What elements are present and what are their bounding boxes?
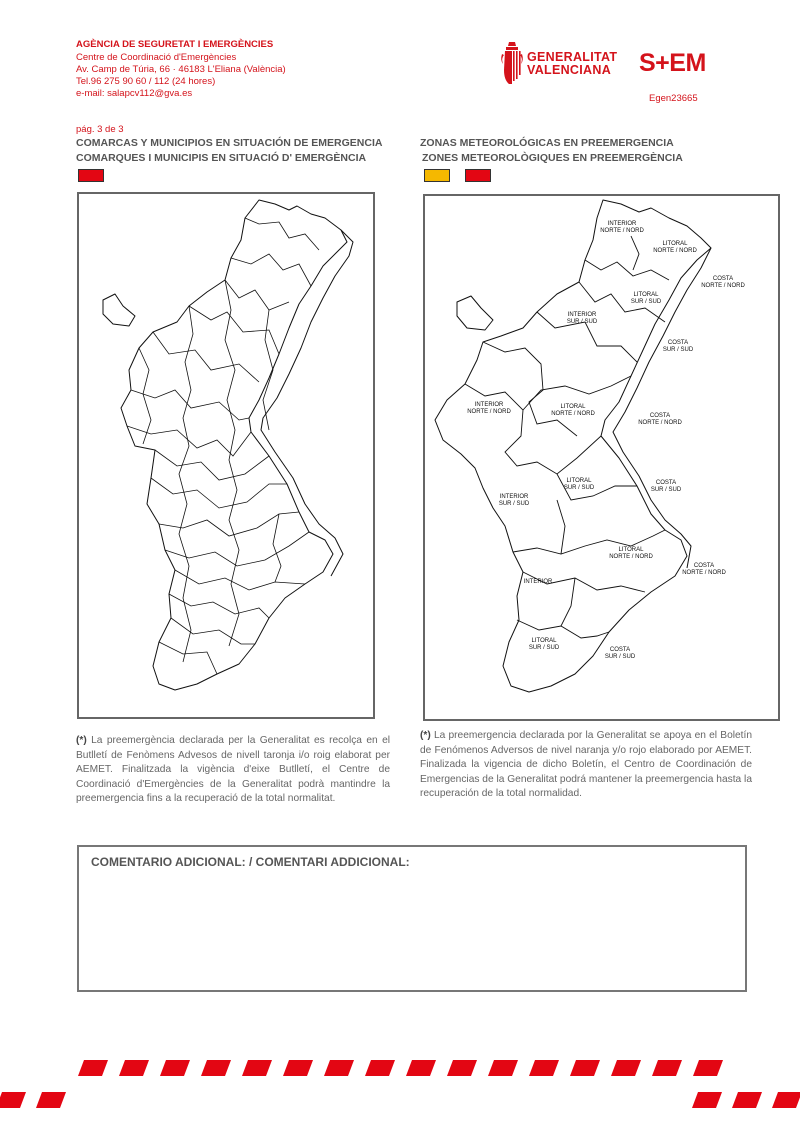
warning-stripe — [772, 1092, 800, 1108]
warning-stripe — [692, 1092, 722, 1108]
page-number: pág. 3 de 3 — [76, 124, 124, 135]
zone-litoral-sur-l1: LITORAL — [633, 292, 659, 298]
zone-litoral-norte-3-l2: NORTE / NORD — [609, 554, 653, 560]
generalitat-logo-text — [527, 51, 617, 77]
agency-phone: Tel.96 275 90 60 / 112 (24 hores) — [76, 76, 216, 87]
warning-stripe — [732, 1092, 762, 1108]
zones-map-frame — [423, 194, 780, 721]
right-note-text: La preemergencia declarada por la Generalitat se apoya en el Boletín de Fenómenos Adversos de nivel naranja y/o rojo elaborado por AEMET. Finalizada la vigencia de dicho Boletín, el Centro de Coordinación de Emergencias de la Generalitat podrá mantener la preemergencia hasta la recuperación de la total normalidad. — [420, 730, 752, 800]
zone-interior-sur-2-l1: INTERIOR — [499, 494, 529, 500]
legend-swatch-orange — [424, 169, 450, 182]
warning-stripe — [119, 1060, 149, 1076]
stripe-row-bottom — [0, 1092, 800, 1108]
agency-center: Centre de Coordinació d'Emergències — [76, 52, 237, 63]
zone-interior-norte-2-l1: INTERIOR — [474, 402, 504, 408]
sem-logo: S+EM — [639, 49, 706, 77]
footer-warning-stripes — [0, 1058, 800, 1118]
warning-stripe — [324, 1060, 354, 1076]
zone-interior-norte-l1: INTERIOR — [607, 221, 637, 227]
warning-stripe — [78, 1060, 108, 1076]
zone-litoral-sur-3-l2: SUR / SUD — [528, 645, 560, 651]
left-note — [76, 734, 390, 807]
zone-interior-norte-l2: NORTE / NORD — [600, 228, 644, 234]
zone-litoral-norte-2-l1: LITORAL — [560, 404, 586, 410]
zones-region-outline — [435, 200, 711, 692]
zone-costa-norte-3-l1: COSTA — [693, 563, 715, 569]
generalitat-emblem-icon — [500, 40, 524, 86]
zone-costa-sur-l1: COSTA — [667, 340, 689, 346]
zone-costa-norte-2-l2: NORTE / NORD — [638, 420, 682, 426]
left-title-es: COMARCAS Y MUNICIPIOS EN SITUACIÓN DE EMERGENCIA — [76, 137, 383, 149]
zone-litoral-norte-3-l1: LITORAL — [618, 547, 644, 553]
zone-interior-sur-l1: INTERIOR — [567, 312, 597, 318]
warning-stripe — [447, 1060, 477, 1076]
legend-swatch-red-2 — [465, 169, 491, 182]
left-note-text: La preemergència declarada per la Generalitat es recolça en el Butlletí de Fenòmens Advesos de nivell taronja i/o roig elaborat per AEMET. Finalitzada la vigència d'eixe Butlletí, el Centre de Coordinació d'Emergències de la Generalitat podrà mantindre la preemergencia fins a la recuperació de la total normalitat. — [76, 735, 390, 805]
warning-stripe — [611, 1060, 641, 1076]
warning-stripe — [652, 1060, 682, 1076]
zone-interior-3-l1: INTERIOR — [523, 579, 553, 585]
warning-stripe — [283, 1060, 313, 1076]
warning-stripe — [365, 1060, 395, 1076]
region-outline — [121, 200, 347, 690]
zones-map — [425, 196, 778, 719]
stripe-row-top — [78, 1060, 723, 1076]
zone-interior-norte-2-l2: NORTE / NORD — [467, 409, 511, 415]
agency-address: Av. Camp de Túria, 66 · 46183 L'Eliana (València) — [76, 64, 286, 75]
warning-stripe — [570, 1060, 600, 1076]
warning-stripe — [201, 1060, 231, 1076]
zone-litoral-sur-2-l1: LITORAL — [566, 478, 592, 484]
left-note-mark: (*) — [76, 735, 87, 746]
zone-litoral-sur-3-l1: LITORAL — [531, 638, 557, 644]
zones-islet — [457, 296, 493, 330]
additional-comment-box[interactable] — [77, 845, 747, 992]
warning-stripe — [529, 1060, 559, 1076]
zone-litoral-sur-2-l2: SUR / SUD — [563, 485, 595, 491]
right-note — [420, 729, 752, 802]
right-note-mark: (*) — [420, 730, 431, 741]
comarcas-map — [79, 194, 373, 717]
zone-costa-sur-2-l1: COSTA — [655, 480, 677, 486]
zone-costa-norte-l2: NORTE / NORD — [701, 283, 745, 289]
islet — [103, 294, 135, 326]
generalitat-logo-line1: GENERALITAT — [527, 50, 618, 64]
warning-stripe — [160, 1060, 190, 1076]
zone-costa-sur-l2: SUR / SUD — [662, 347, 694, 353]
warning-stripe — [406, 1060, 436, 1076]
zone-costa-sur-2-l2: SUR / SUD — [650, 487, 682, 493]
document-code: Egen23665 — [649, 93, 698, 104]
warning-stripe — [36, 1092, 66, 1108]
warning-stripe — [242, 1060, 272, 1076]
generalitat-logo-line2: VALENCIANA — [527, 63, 612, 77]
right-title-es: ZONAS METEOROLÓGICAS EN PREEMERGENCIA — [420, 137, 674, 149]
zone-interior-sur-l2: SUR / SUD — [566, 319, 598, 325]
additional-comment-title: COMENTARIO ADICIONAL: / COMENTARI ADDICIONAL: — [91, 855, 410, 869]
legend-swatch-red — [78, 169, 104, 182]
zone-litoral-norte-l2: NORTE / NORD — [653, 248, 697, 254]
zone-costa-norte-3-l2: NORTE / NORD — [682, 570, 726, 576]
right-title-va: ZONES METEOROLÒGIQUES EN PREEMERGÈNCIA — [422, 152, 683, 164]
warning-stripe — [488, 1060, 518, 1076]
zone-litoral-norte-2-l2: NORTE / NORD — [551, 411, 595, 417]
warning-stripe — [0, 1092, 26, 1108]
warning-stripe — [693, 1060, 723, 1076]
zone-litoral-norte-l1: LITORAL — [662, 241, 688, 247]
left-title-va: COMARQUES I MUNICIPIS EN SITUACIÓ D' EMERGÈNCIA — [76, 152, 367, 164]
agency-email: e-mail: salapcv112@gva.es — [76, 88, 193, 99]
agency-name: AGÈNCIA DE SEGURETAT I EMERGÈNCIES — [76, 39, 274, 50]
zone-interior-sur-2-l2: SUR / SUD — [498, 501, 530, 507]
zone-costa-sur-3-l2: SUR / SUD — [604, 654, 636, 660]
zone-litoral-sur-l2: SUR / SUD — [630, 299, 662, 305]
comarcas-map-frame — [77, 192, 375, 719]
zone-costa-norte-2-l1: COSTA — [649, 413, 671, 419]
zone-costa-norte-l1: COSTA — [712, 276, 734, 282]
zone-costa-sur-3-l1: COSTA — [609, 647, 631, 653]
